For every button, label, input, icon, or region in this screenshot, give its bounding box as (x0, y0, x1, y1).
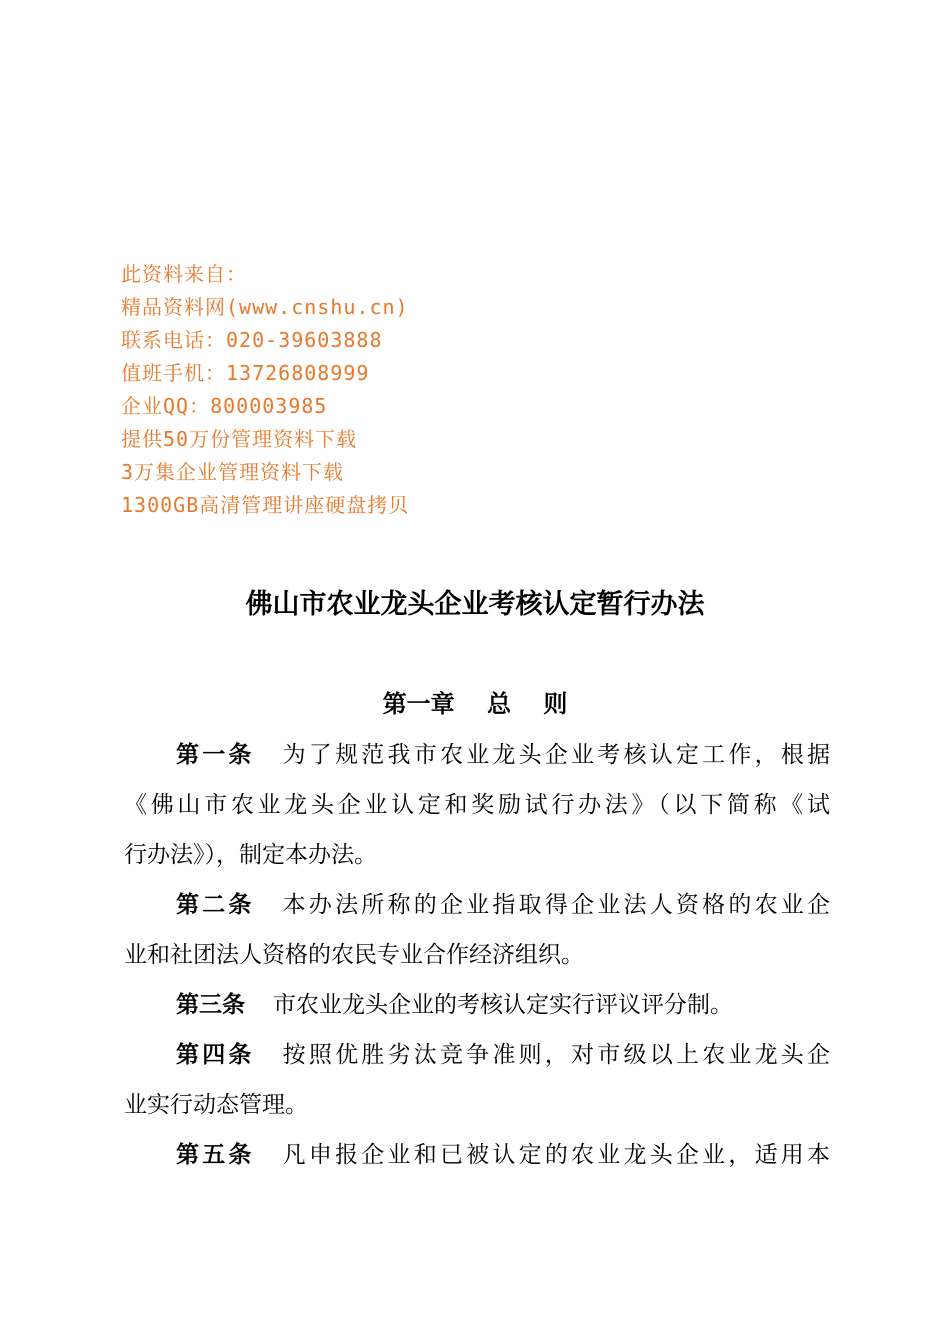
article-paragraph-line (124, 880, 830, 930)
source-info-line: 联系电话：020-39603888 (121, 328, 383, 352)
source-info-line: 此资料来自： (121, 262, 247, 286)
article-paragraph-line (124, 730, 830, 780)
source-info-line: 1300GB高清管理讲座硬盘拷贝 (121, 493, 410, 517)
article-number: 第一条 (176, 742, 255, 768)
article-paragraph-line: 行办法》），制定本办法。 (124, 842, 377, 868)
article-paragraph-line: 《佛山市农业龙头企业认定和奖励试行办法》（以下简称《试 (124, 792, 830, 818)
article-number: 第五条 (176, 1142, 255, 1168)
document-body (124, 730, 830, 1180)
article-number: 第三条 (176, 992, 245, 1018)
chapter-heading: 第一章 总 则 (382, 690, 568, 718)
article-text: 市农业龙头企业的考核认定实行评议评分制。 (273, 992, 733, 1018)
article-paragraph-line: 业和社团法人资格的农民专业合作经济组织。 (124, 942, 584, 968)
document-title: 佛山市农业龙头企业考核认定暂行办法 (245, 589, 705, 620)
article-text: 按照优胜劣汰竞争准则，对市级以上农业龙头企 (282, 1042, 830, 1068)
article-text: 本办法所称的企业指取得企业法人资格的农业企 (282, 892, 830, 918)
article-number: 第二条 (176, 892, 255, 918)
article-paragraph-line (124, 1030, 830, 1080)
article-text: 凡申报企业和已被认定的农业龙头企业，适用本 (282, 1142, 830, 1168)
article-number: 第四条 (176, 1042, 255, 1068)
source-info-block (121, 258, 641, 522)
article-paragraph-line: 业实行动态管理。 (124, 1092, 308, 1118)
article-paragraph-line (124, 980, 830, 1030)
source-info-line: 3万集企业管理资料下载 (121, 460, 345, 484)
source-info-line: 企业QQ：800003985 (121, 394, 328, 418)
source-info-line: 值班手机：13726808999 (121, 361, 370, 385)
source-info-line: 提供50万份管理资料下载 (121, 427, 358, 451)
article-text: 为了规范我市农业龙头企业考核认定工作，根据 (282, 742, 830, 768)
source-info-line: 精品资料网(www.cnshu.cn) (121, 295, 409, 319)
article-paragraph-line (124, 1130, 830, 1180)
